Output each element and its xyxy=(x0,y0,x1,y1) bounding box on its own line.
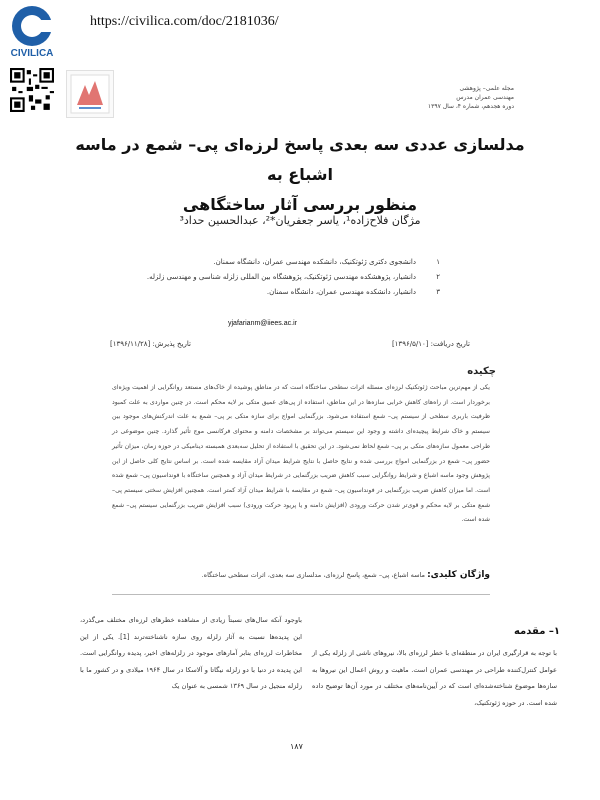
keywords xyxy=(112,570,490,580)
affiliation-item xyxy=(120,285,440,300)
journal-meta xyxy=(374,84,514,111)
civilica-logo-gap xyxy=(36,20,52,32)
section-divider xyxy=(112,594,490,595)
journal-meta-line: مهندسی عمران مدرس xyxy=(456,94,514,101)
affiliation-text: دانشجوی دکتری ژئوتکنیک، دانشکده مهندسی عمران، دانشگاه سمنان. xyxy=(213,258,416,266)
intro-right-column: با توجه به قرارگیری ایران در منطقه‌ای با خطر لرزه‌ای بالا، نیروهای ناشی از زلزله یکی از عوامل کنترل‌کننده طراحی در مهندسی عمران است. ماهیت و روش اعمال این نیروها به سازه‌ها موضوع شناخته‌شده‌ای است که در آیین‌نامه‌های مختلف در مورد آن‌ها توضیح داده شده است. در حوزه ژئوتکنیک، xyxy=(312,649,557,707)
journal-meta-line: مجله علمی– پژوهشی xyxy=(459,85,514,92)
journal-meta-line: دوره هجدهم، شماره ۴، سال ۱۳۹۷ xyxy=(427,103,514,110)
abstract-heading: چکیده xyxy=(467,366,496,377)
affiliation-text: دانشیار، دانشکده مهندسی عمران، دانشگاه سمنان. xyxy=(266,288,416,296)
accepted-date: تاریخ پذیرش: [۱۳۹۶/۱۱/۲۸] xyxy=(110,340,191,348)
affiliation-number: ۳ xyxy=(436,288,440,296)
paper-title-line: منظور بررسی آثار ساختگاهی xyxy=(182,195,418,214)
intro-heading: ۱– مقدمه xyxy=(513,626,560,637)
document-url[interactable]: https://civilica.com/doc/2181036/ xyxy=(90,14,279,29)
paper-title-line: مدلسازی عددی سه بعدی پاسخ لرزه‌ای پی– شمع در ماسه اشباع به xyxy=(75,135,525,184)
affiliation-item xyxy=(120,255,440,270)
qr-code xyxy=(10,68,54,112)
affiliation-item xyxy=(120,270,440,285)
affiliations xyxy=(120,255,440,300)
civilica-logo[interactable] xyxy=(6,6,58,64)
corresponding-email[interactable]: yjafarianm@iiees.ac.ir xyxy=(228,320,297,327)
keywords-label: واژگان کلیدی: xyxy=(427,570,490,580)
paper-title xyxy=(60,130,540,220)
journal-logo xyxy=(66,70,114,118)
keywords-text: ماسه اشباع، پی– شمع، پاسخ لرزه‌ای، مدلسازی سه بعدی، اثرات سطحی ساختگاه. xyxy=(201,571,425,579)
affiliation-text: دانشیار، پژوهشکده مهندسی ژئوتکنیک، پژوهشگاه بین المللی زلزله شناسی و مهندسی زلزله. xyxy=(146,273,416,281)
abstract-body: یکی از مهم‌ترین مباحث ژئوتکنیک لرزه‌ای مسئله اثرات سطحی ساختگاه است که در مناطق پوشیده از خاک‌های مستعد روانگرایی از اهمیت ویژه‌ای برخوردار است. از راه‌های کاهش خرابی سازه‌ها در این مناطق، استفاده از پی‌های عمیق متکی بر لایه محکم است. در چنین مواردی به علت کمبود ظرفیت باربری سطحی از سیستم پی– شمع استفاده می‌شود. بزرگنمایی امواج برای سازه متکی بر پی– شمع به علت اندرکنش‌های موجود بین سیستم و خاک شرایط پیچیده‌ای داشته و وجود این سیستم می‌تواند بر مشخصات دامنه و محتوای فرکانسی موج تأثیر گذارد. چنین موضوعی در طراحی معمول سازه‌های متکی بر پی– شمع لحاظ نمی‌شود. در این تحقیق با استفاده از تحلیل سه‌بعدی همبسته دینامیکی در حوزه زمان، میزان تأثیر حضور پی– شمع در بزرگنمایی امواج بررسی شده و نتایج حاصل با نتایج شرایط میدان آزاد مقایسه شده است. بر اساس نتایج کلی حاصل از این پژوهش وجود ماسه اشباع و شرایط روانگرایی سبب کاهش ضریب بزرگنمایی در شرایط میدان آزاد و همچنین ساختگاه با فونداسیون پی– شمع شده است. اما میزان کاهش ضریب بزرگنمایی در فونداسیون پی– شمع در مقایسه با شرایط میدان آزاد کمتر است. همچنین افزایش سختی سیستم پی– شمع متکی بر لایه محکم و قوی‌تر شدن حرکت ورودی (افزایش دامنه و یا پریود حرکت ورودی) سبب افزایش ضریب بزرگنمایی سیستم پی– شمع شده است. xyxy=(112,384,490,524)
civilica-logo-text: CIVILICA xyxy=(10,48,54,59)
affiliation-number: ۲ xyxy=(436,273,440,281)
affiliation-number: ۱ xyxy=(436,258,440,266)
paper-authors: مژگان فلاح‌زاده¹، یاسر جعفریان*²، عبدالحسین حداد³ xyxy=(179,214,421,227)
intro-left-column: باوجود آنکه سال‌های نسبتاً زیادی از مشاهده خطرهای لرزه‌ای مختلف می‌گذرد، این پدیده‌ها نسبت به آثار زلزله روی سازه ناشناخته‌ترند [1]. یکی از این مخاطرات لرزه‌ای بنابر آمارهای موجود در زلزله‌های اخیر، پدیده روانگرایی است. این پدیده در دنیا با دو زلزله نیگاتا و آلاسکا در سال ۱۹۶۴ میلادی و در کشور ما با زلزله منجیل در سال ۱۳۶۹ شمسی به عنوان یک xyxy=(80,616,302,690)
page-number: ۱۸۷ xyxy=(290,742,303,751)
received-date: تاریخ دریافت: [۱۳۹۶/۵/۱۰] xyxy=(391,340,470,348)
paper-dates xyxy=(110,340,470,348)
